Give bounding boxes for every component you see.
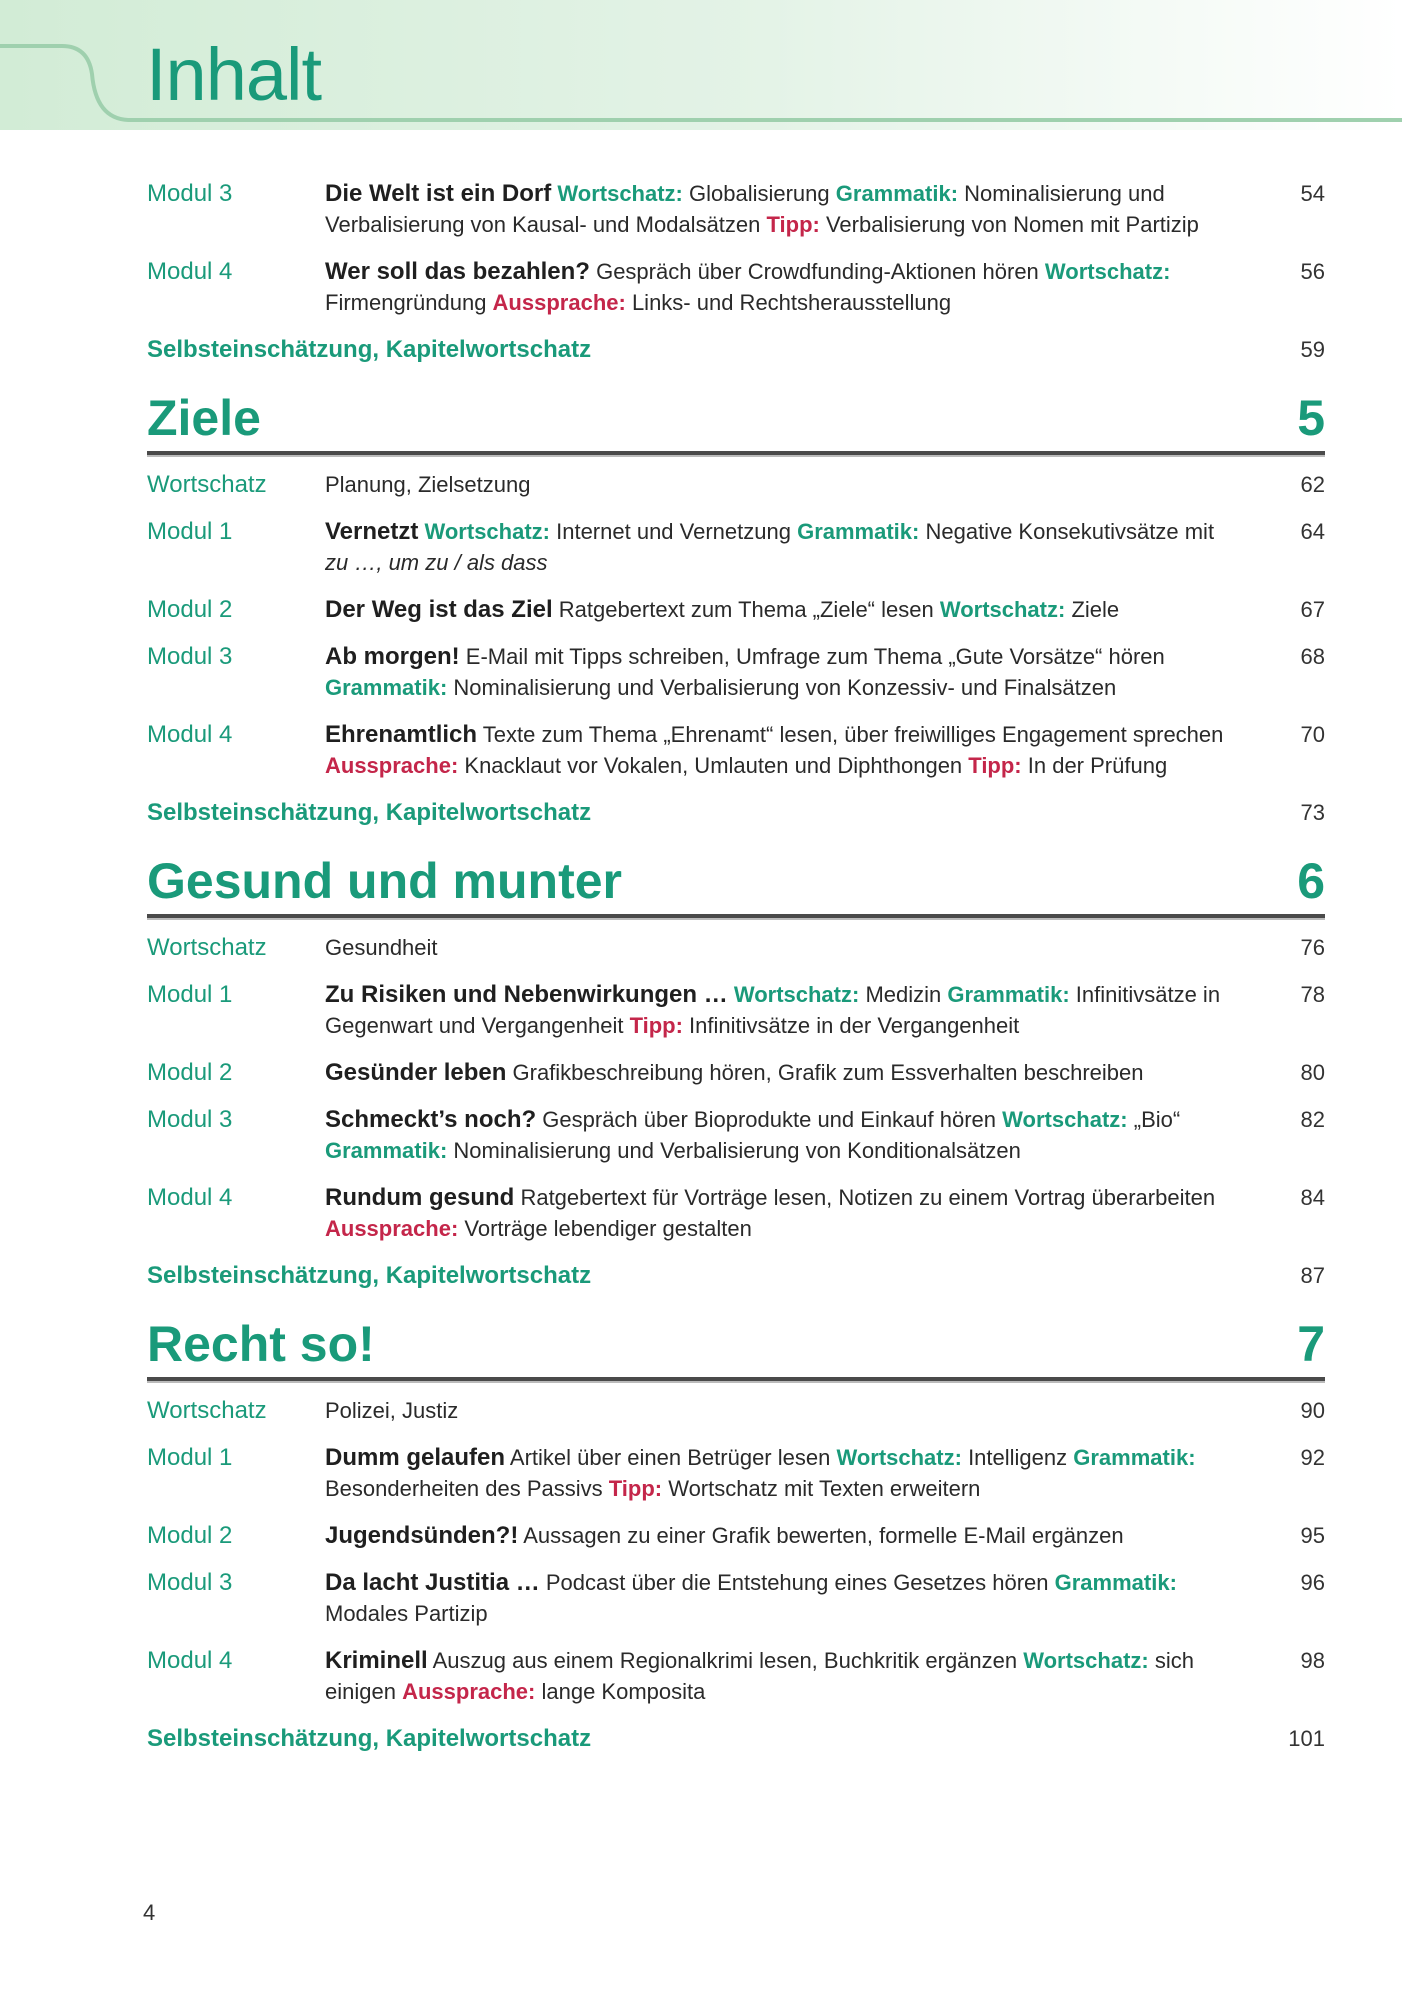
entry-page-number: 62	[1300, 472, 1325, 497]
chapter-divider	[147, 914, 1325, 920]
entry-keyword: Wortschatz:	[733, 982, 860, 1007]
page-number: 4	[143, 1900, 156, 1925]
entry-text: Intelligenz	[961, 1445, 1074, 1470]
entry-page-number: 54	[1300, 181, 1325, 206]
entry-page-number: 56	[1300, 259, 1325, 284]
entry-label: Modul 1	[147, 518, 233, 545]
entry-text: Texte zum Thema „Ehrenamt“ lesen, über freiwilliges Engagement sprechen	[477, 722, 1224, 747]
entry-keyword: Grammatik:	[947, 982, 1070, 1007]
entry-text: Medizin	[859, 982, 948, 1007]
entry-page-number: 95	[1300, 1523, 1325, 1548]
toc-entry[interactable]	[147, 1645, 1325, 1707]
self-assessment-entry[interactable]	[147, 797, 1325, 828]
entry-description	[325, 1395, 1265, 1426]
entry-description	[325, 719, 1265, 781]
chapter-section	[147, 387, 1325, 828]
entry-title: Ehrenamtlich	[325, 721, 478, 748]
entry-page-number: 76	[1300, 935, 1325, 960]
entry-keyword: Wortschatz:	[1002, 1107, 1128, 1132]
entry-text: Ratgebertext zum Thema „Ziele“ lesen	[552, 597, 940, 622]
entry-description	[325, 594, 1265, 625]
entry-label: Modul 3	[147, 180, 233, 207]
entry-keyword-highlight: Aussprache:	[492, 290, 626, 315]
toc-entry[interactable]	[147, 1442, 1325, 1504]
entry-text: Nominalisierung und Verbalisierung von Kausal- und Modalsätzen	[325, 181, 1165, 237]
toc-entry[interactable]	[147, 1395, 1325, 1426]
entry-description	[325, 1104, 1265, 1166]
entry-description	[325, 641, 1265, 703]
entry-page-number: 90	[1300, 1398, 1325, 1423]
toc-entry[interactable]	[147, 1057, 1325, 1088]
chapter-divider	[147, 1377, 1325, 1383]
entry-text: Podcast über die Entstehung eines Gesetzes hören	[539, 1570, 1055, 1595]
chapter-heading	[147, 1313, 1325, 1375]
entry-text: Vorträge lebendiger gestalten	[458, 1216, 752, 1241]
entry-page-number: 96	[1300, 1570, 1325, 1595]
entry-description	[325, 932, 1265, 963]
entry-text: Internet und Vernetzung	[550, 519, 798, 544]
entry-page-number: 92	[1300, 1445, 1325, 1470]
entry-text: zu …, um zu / als dass	[325, 550, 548, 575]
entry-text: Besonderheiten des Passivs	[325, 1476, 609, 1501]
entry-description	[325, 1520, 1265, 1551]
chapter-divider	[147, 451, 1325, 457]
self-assessment-label: Selbsteinschätzung, Kapitelwortschatz	[147, 1725, 592, 1752]
entry-text: Knacklaut vor Vokalen, Umlauten und Diphthongen	[458, 753, 969, 778]
toc-entry[interactable]	[147, 469, 1325, 500]
toc-entry[interactable]	[147, 516, 1325, 578]
entry-keyword: Wortschatz:	[1044, 259, 1171, 284]
entry-title: Der Weg ist das Ziel	[325, 596, 553, 623]
chapter-section	[147, 178, 1325, 365]
toc-entry[interactable]	[147, 1567, 1325, 1629]
entry-text: Gespräch über Bioprodukte und Einkauf hören	[536, 1107, 1003, 1132]
entry-keyword: Wortschatz:	[557, 181, 683, 206]
entry-page-number: 67	[1300, 597, 1325, 622]
chapter-number: 5	[1297, 390, 1325, 446]
chapter-title: Recht so!	[147, 1316, 375, 1372]
entry-description	[325, 1442, 1265, 1504]
entry-text: Nominalisierung und Verbalisierung von Konditionalsätzen	[447, 1138, 1021, 1163]
entry-text: Modales Partizip	[325, 1601, 488, 1626]
self-assessment-label: Selbsteinschätzung, Kapitelwortschatz	[147, 799, 592, 826]
entry-label: Modul 2	[147, 1059, 233, 1086]
entry-page-number: 70	[1300, 722, 1325, 747]
self-assessment-label: Selbsteinschätzung, Kapitelwortschatz	[147, 1262, 592, 1289]
entry-keyword-highlight: Tipp:	[968, 753, 1022, 778]
entry-text: Nominalisierung und Verbalisierung von Konzessiv- und Finalsätzen	[447, 675, 1117, 700]
toc-entry[interactable]	[147, 719, 1325, 781]
entry-text: Auszug aus einem Regionalkrimi lesen, Buchkritik ergänzen	[427, 1648, 1024, 1673]
entry-text: Gesundheit	[325, 935, 438, 960]
entry-page-number: 82	[1300, 1107, 1325, 1132]
entry-label: Wortschatz	[147, 934, 267, 961]
entry-keyword: Grammatik:	[325, 1138, 448, 1163]
entry-label: Wortschatz	[147, 471, 267, 498]
entry-title: Kriminell	[325, 1647, 428, 1674]
entry-keyword: Grammatik:	[1073, 1445, 1196, 1470]
entry-title: Zu Risiken und Nebenwirkungen …	[325, 981, 728, 1008]
entry-keyword: Grammatik:	[835, 181, 959, 206]
self-assessment-entry[interactable]	[147, 1260, 1325, 1291]
entry-description	[325, 178, 1265, 240]
entry-keyword-highlight: Aussprache:	[402, 1679, 536, 1704]
entry-title: Rundum gesund	[325, 1184, 515, 1211]
entry-text: Wortschatz mit Texten erweitern	[662, 1476, 981, 1501]
entry-text: Ziele	[1065, 597, 1120, 622]
chapter-number: 7	[1297, 1316, 1325, 1372]
entry-title: Da lacht Justitia …	[325, 1569, 540, 1596]
entry-keyword-highlight: Tipp:	[629, 1013, 683, 1038]
entry-text: Infinitivsätze in der Vergangenheit	[682, 1013, 1020, 1038]
self-assessment-page: 87	[1300, 1263, 1325, 1288]
entry-label: Modul 3	[147, 1569, 233, 1596]
entry-text: Negative Konsekutivsätze mit	[919, 519, 1215, 544]
entry-label: Modul 4	[147, 258, 233, 285]
toc-entry[interactable]	[147, 641, 1325, 703]
entry-text: In der Prüfung	[1021, 753, 1168, 778]
toc-entry[interactable]	[147, 1182, 1325, 1244]
entry-text: „Bio“	[1127, 1107, 1181, 1132]
page-title: Inhalt	[146, 33, 322, 116]
entry-page-number: 78	[1300, 982, 1325, 1007]
toc-entry[interactable]	[147, 1520, 1325, 1551]
entry-keyword: Wortschatz:	[836, 1445, 962, 1470]
entry-title: Schmeckt’s noch?	[325, 1106, 537, 1133]
entry-title: Dumm gelaufen	[325, 1444, 506, 1471]
entry-text: E-Mail mit Tipps schreiben, Umfrage zum Thema „Gute Vorsätze“ hören	[459, 644, 1165, 669]
entry-description	[325, 1645, 1265, 1707]
chapter-number: 6	[1297, 853, 1325, 909]
entry-keyword-highlight: Aussprache:	[325, 1216, 459, 1241]
self-assessment-page: 101	[1288, 1726, 1325, 1751]
entry-keyword: Wortschatz:	[939, 597, 1066, 622]
toc-entry[interactable]	[147, 256, 1325, 318]
chapter-heading	[147, 850, 1325, 912]
toc-entry[interactable]	[147, 594, 1325, 625]
entry-title: Wer soll das bezahlen?	[325, 258, 590, 285]
entry-keyword: Wortschatz:	[1023, 1648, 1149, 1673]
entry-text: Ratgebertext für Vorträge lesen, Notizen zu einem Vortrag überarbeiten	[514, 1185, 1216, 1210]
chapter-section	[147, 1313, 1325, 1754]
entry-text: sich einigen	[325, 1648, 1194, 1704]
entry-description	[325, 979, 1265, 1041]
entry-keyword: Grammatik:	[325, 675, 448, 700]
toc-entry[interactable]	[147, 979, 1325, 1041]
entry-text: Links- und Rechtsherausstellung	[625, 290, 952, 315]
entry-keyword: Grammatik:	[797, 519, 920, 544]
entry-keyword-highlight: Tipp:	[766, 212, 820, 237]
entry-label: Modul 2	[147, 1522, 233, 1549]
chapter-title: Ziele	[147, 390, 261, 446]
entry-page-number: 68	[1300, 644, 1325, 669]
entry-label: Modul 3	[147, 643, 233, 670]
entry-title: Vernetzt	[325, 518, 419, 545]
chapter-heading	[147, 387, 1325, 449]
table-of-contents	[147, 178, 1325, 1754]
entry-description	[325, 1057, 1265, 1088]
entry-keyword: Grammatik:	[1054, 1570, 1177, 1595]
entry-keyword: Wortschatz:	[424, 519, 550, 544]
entry-text: Gespräch über Crowdfunding-Aktionen hören	[589, 259, 1045, 284]
entry-text: Grafikbeschreibung hören, Grafik zum Essverhalten beschreiben	[506, 1060, 1144, 1085]
entry-page-number: 84	[1300, 1185, 1325, 1210]
self-assessment-label: Selbsteinschätzung, Kapitelwortschatz	[147, 336, 592, 363]
entry-description	[325, 1182, 1265, 1244]
toc-entry[interactable]	[147, 932, 1325, 963]
entry-text: Planung, Zielsetzung	[325, 472, 531, 497]
entry-label: Modul 3	[147, 1106, 233, 1133]
entry-label: Modul 4	[147, 1647, 233, 1674]
self-assessment-page: 73	[1300, 800, 1325, 825]
entry-description	[325, 256, 1265, 318]
entry-text: Artikel über einen Betrüger lesen	[505, 1445, 837, 1470]
entry-page-number: 98	[1300, 1648, 1325, 1673]
entry-text: Aussagen zu einer Grafik bewerten, formelle E-Mail ergänzen	[518, 1523, 1124, 1548]
self-assessment-entry[interactable]	[147, 1723, 1325, 1754]
chapter-section	[147, 850, 1325, 1291]
entry-keyword-highlight: Tipp:	[608, 1476, 663, 1501]
entry-page-number: 64	[1300, 519, 1325, 544]
entry-label: Wortschatz	[147, 1397, 267, 1424]
toc-entry[interactable]	[147, 178, 1325, 240]
entry-description	[325, 469, 1265, 500]
entry-label: Modul 4	[147, 1184, 233, 1211]
entry-page-number: 80	[1300, 1060, 1325, 1085]
entry-description	[325, 1567, 1265, 1629]
entry-text: Globalisierung	[682, 181, 836, 206]
entry-label: Modul 4	[147, 721, 233, 748]
entry-title: Ab morgen!	[325, 643, 460, 670]
page-header	[0, 0, 1402, 130]
entry-title: Gesünder leben	[325, 1059, 507, 1086]
self-assessment-entry[interactable]	[147, 334, 1325, 365]
entry-text: Infinitivsätze in Gegenwart und Vergangenheit	[325, 982, 1221, 1038]
entry-title: Jugendsünden?!	[325, 1522, 519, 1549]
entry-text: Verbalisierung von Nomen mit Partizip	[819, 212, 1199, 237]
entry-label: Modul 1	[147, 981, 233, 1008]
entry-label: Modul 2	[147, 596, 233, 623]
self-assessment-page: 59	[1300, 337, 1325, 362]
entry-text: Polizei, Justiz	[325, 1398, 459, 1423]
toc-entry[interactable]	[147, 1104, 1325, 1166]
entry-title: Die Welt ist ein Dorf	[325, 180, 552, 207]
entry-text: lange Komposita	[535, 1679, 706, 1704]
entry-keyword-highlight: Aussprache:	[325, 753, 459, 778]
entry-text: Firmengründung	[325, 290, 493, 315]
chapter-title: Gesund und munter	[147, 853, 622, 909]
entry-label: Modul 1	[147, 1444, 233, 1471]
entry-description	[325, 516, 1265, 578]
